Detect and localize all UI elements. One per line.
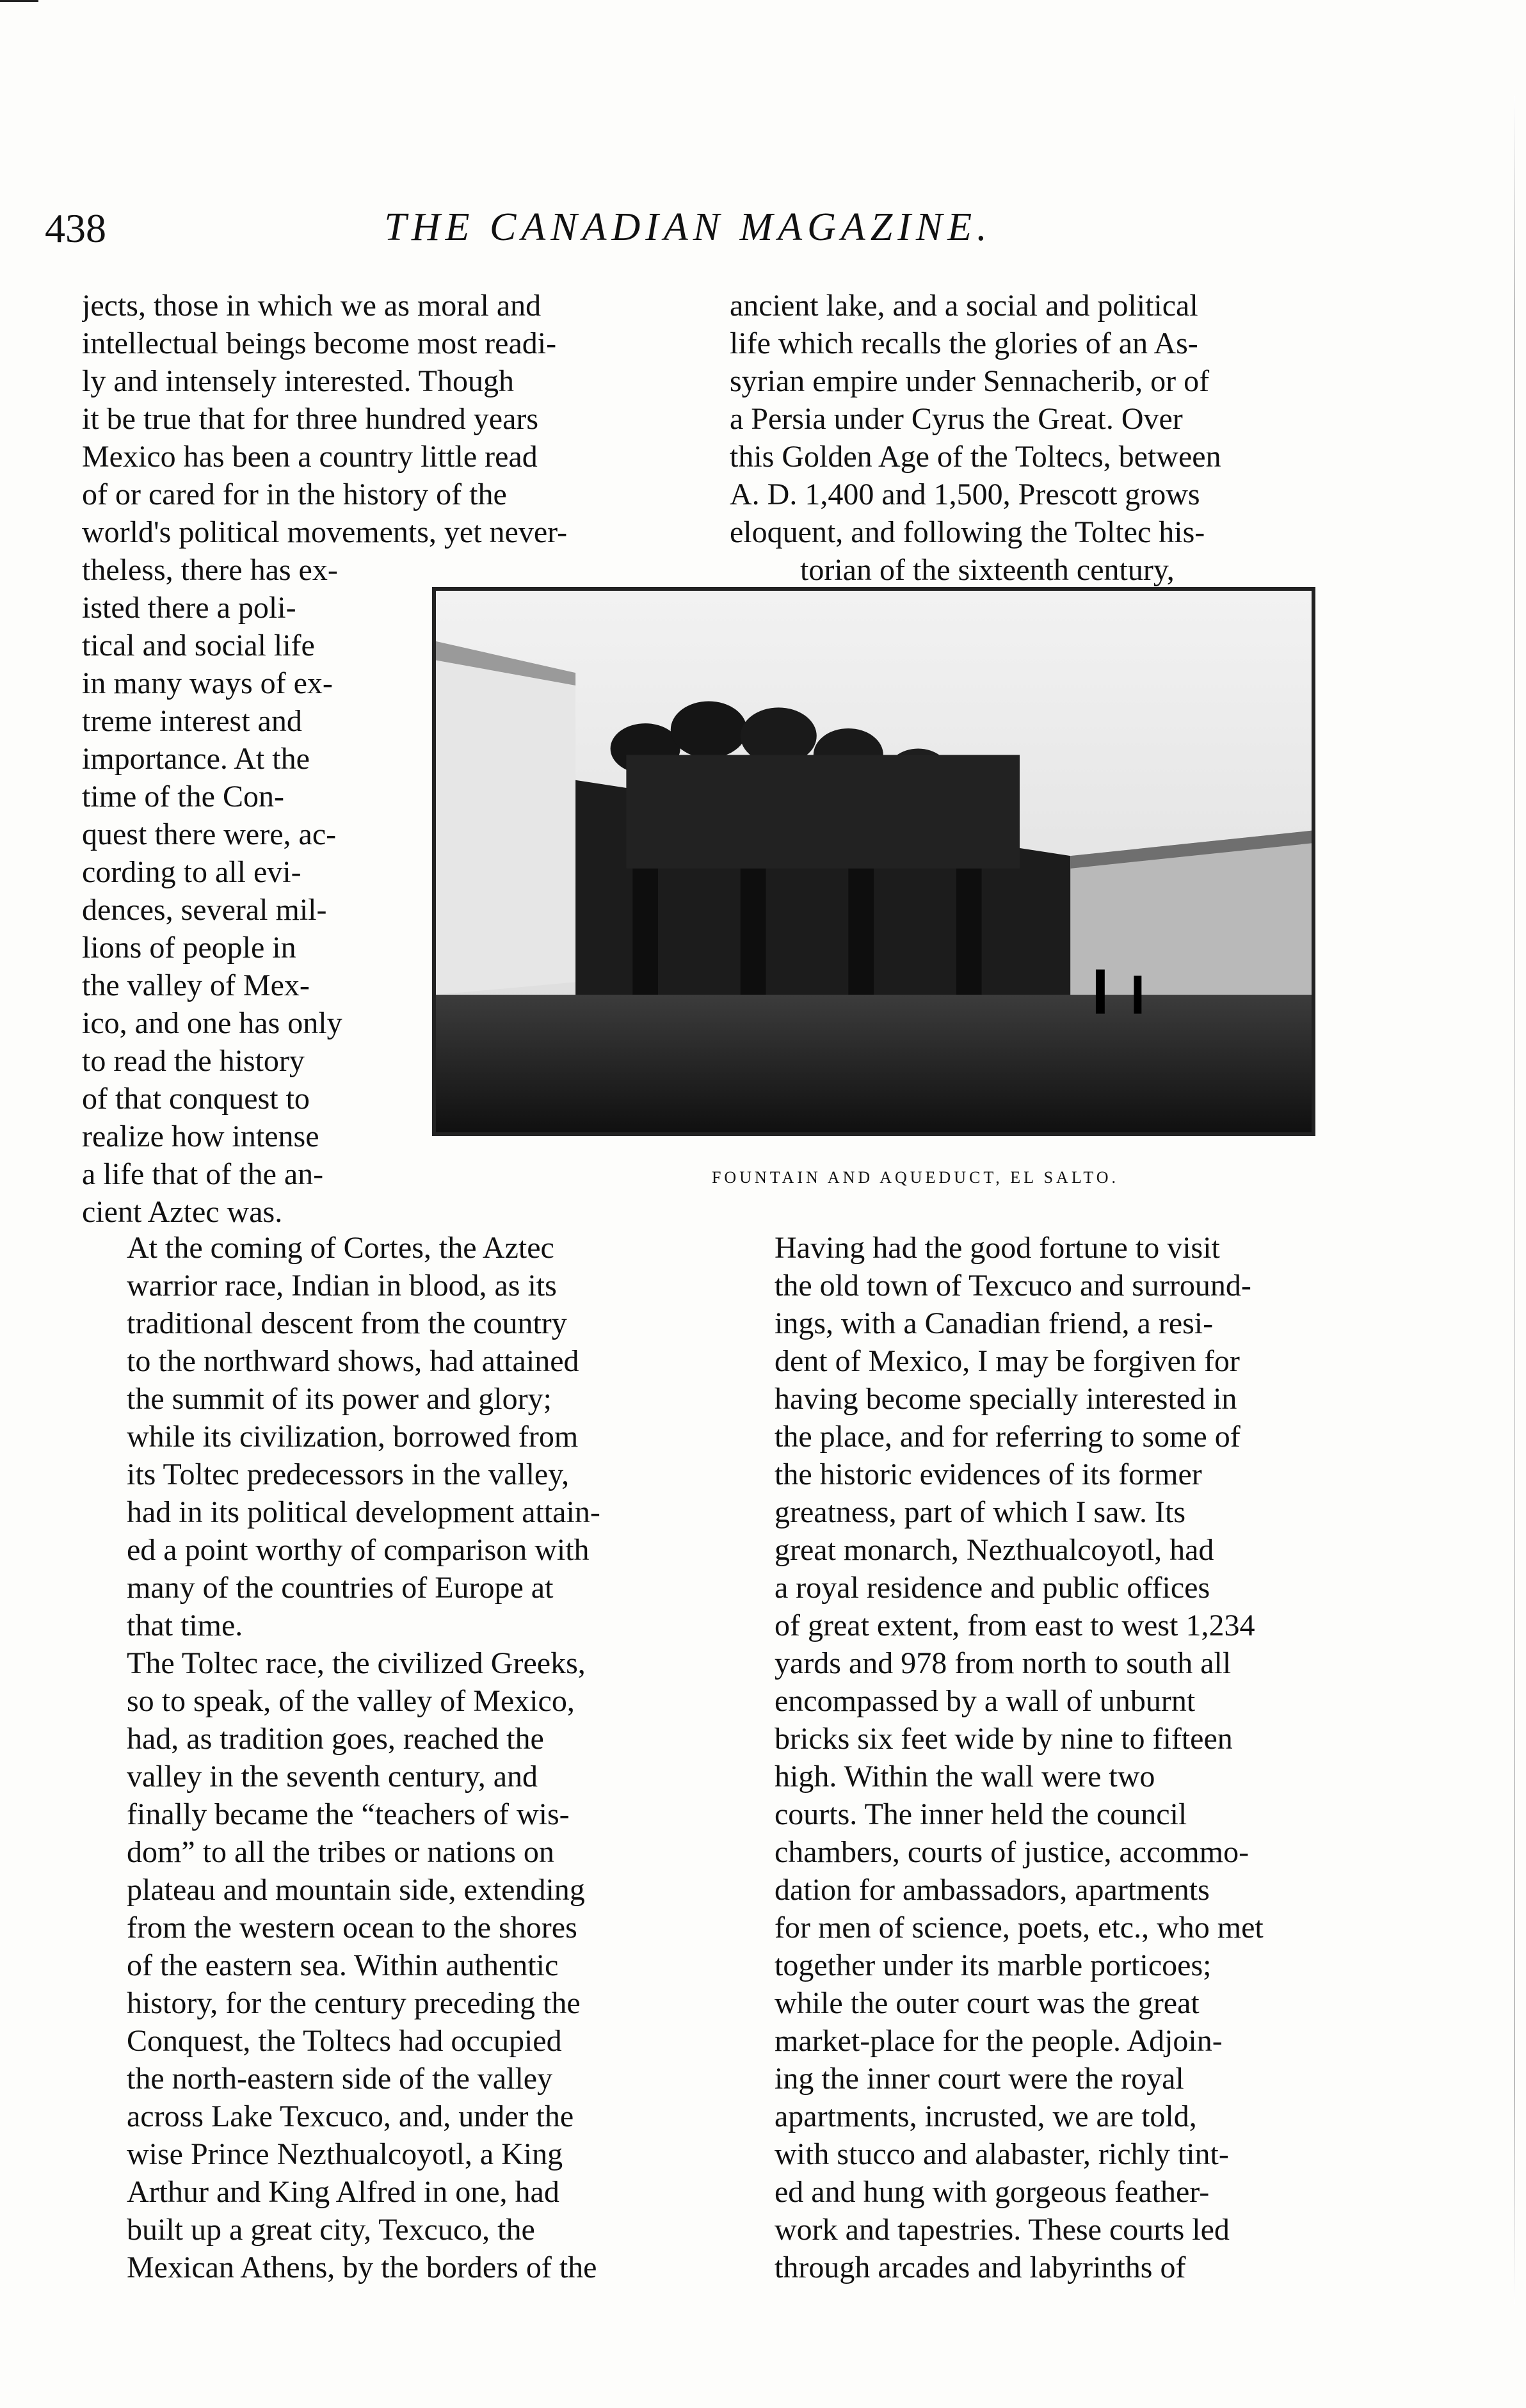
text-line: bricks six feet wide by nine to fifteen [775, 1722, 1233, 1756]
text-line: ancient lake, and a social and political [730, 289, 1198, 323]
page-number: 438 [45, 205, 106, 251]
text-line: the historic evidences of its former [775, 1457, 1202, 1491]
text-line: high. Within the wall were two [775, 1760, 1155, 1794]
corner-mark [0, 0, 38, 2]
text-line: dences, several mil- [82, 893, 327, 927]
text-line: cording to all evi- [82, 855, 301, 889]
text-line: life which recalls the glories of an As- [730, 326, 1198, 360]
text-line: of that conquest to [82, 1082, 310, 1116]
text-line: it be true that for three hundred years [82, 402, 539, 436]
text-line: cient Aztec was. [82, 1195, 283, 1229]
page-edge-shadow [1514, 96, 1515, 2304]
text-line: a royal residence and public offices [775, 1571, 1210, 1605]
text-line: in many ways of ex- [82, 666, 333, 700]
text-line: A. D. 1,400 and 1,500, Prescott grows [730, 478, 1200, 511]
text-line: wise Prince Nezthualcoyotl, a King [127, 2137, 563, 2171]
text-line: Mexican Athens, by the borders of the [127, 2251, 597, 2284]
left-column-top [82, 287, 702, 551]
running-header [45, 205, 1331, 256]
text-line: a life that of the an- [82, 1157, 324, 1191]
text-line: warrior race, Indian in blood, as its [127, 1269, 557, 1303]
text-line: intellectual beings become most readi- [82, 326, 557, 360]
text-line: history, for the century preceding the [127, 1986, 581, 2020]
text-line: so to speak, of the valley of Mexico, [127, 1684, 575, 1718]
text-line: had in its political development attain- [127, 1495, 600, 1529]
text-line: lions of people in [82, 931, 296, 965]
text-line: Conquest, the Toltecs had occupied [127, 2024, 562, 2058]
text-line: across Lake Texcuco, and, under the [127, 2099, 574, 2133]
text-line: ed a point worthy of comparison with [127, 1533, 590, 1567]
text-line: greatness, part of which I saw. Its [775, 1495, 1186, 1529]
text-line: Arthur and King Alfred in one, had [127, 2175, 559, 2209]
text-line: had, as tradition goes, reached the [127, 1722, 544, 1756]
text-line: while its civilization, borrowed from [127, 1420, 579, 1454]
left-column-wrapped [82, 551, 415, 1231]
right-column-bottom [730, 1229, 1330, 2286]
text-line: of the eastern sea. Within authentic [127, 1948, 559, 1982]
photo-caption: FOUNTAIN AND AQUEDUCT, EL SALTO. [711, 1168, 1120, 1187]
text-line: through arcades and labyrinths of [775, 2251, 1186, 2284]
text-line: the north-eastern side of the valley [127, 2062, 553, 2096]
text-line: the place, and for referring to some of [775, 1420, 1241, 1454]
text-line: with stucco and alabaster, richly tint- [775, 2137, 1229, 2171]
text-line: work and tapestries. These courts led [775, 2213, 1230, 2247]
text-line: ly and intensely interested. Though [82, 364, 514, 398]
text-line: while the outer court was the great [775, 1986, 1200, 2020]
text-line: ings, with a Canadian friend, a resi- [775, 1306, 1214, 1340]
text-line: market-place for the people. Adjoin- [775, 2024, 1223, 2058]
text-line: syrian empire under Sennacherib, or of [730, 364, 1210, 398]
text-line: world's political movements, yet never- [82, 515, 568, 549]
text-line: the summit of its power and glory; [127, 1382, 552, 1416]
paragraph [730, 1229, 1330, 2286]
right-column-top [730, 287, 1330, 551]
text-line: built up a great city, Texcuco, the [127, 2213, 535, 2247]
text-line: time of the Con- [82, 780, 284, 814]
text-line: many of the countries of Europe at [127, 1571, 554, 1605]
text-line: treme interest and [82, 704, 302, 738]
text-line: importance. At the [82, 742, 310, 776]
text-line: isted there a poli- [82, 591, 296, 625]
text-line: courts. The inner held the council [775, 1797, 1187, 1831]
text-line: dom” to all the tribes or nations on [127, 1835, 554, 1869]
text-line: having become specially interested in [775, 1382, 1237, 1416]
text-line: valley in the seventh century, and [127, 1760, 538, 1794]
text-line: yards and 978 from north to south all [775, 1646, 1232, 1680]
running-title: THE CANADIAN MAGAZINE. [384, 205, 992, 249]
text-line: ing the inner court were the royal [775, 2062, 1184, 2096]
text-line: Mexico has been a country little read [82, 440, 538, 474]
text-line: a Persia under Cyrus the Great. Over [730, 402, 1183, 436]
photo-illustration [436, 591, 1312, 1132]
text-line: the old town of Texcuco and surround- [775, 1269, 1251, 1303]
text-line: encompassed by a wall of unburnt [775, 1684, 1196, 1718]
text-line: torian of the sixteenth century, [800, 553, 1175, 587]
text-line: great monarch, Nezthualcoyotl, had [775, 1533, 1214, 1567]
text-line: eloquent, and following the Toltec his- [730, 515, 1205, 549]
text-line: traditional descent from the country [127, 1306, 567, 1340]
photograph-fountain-aqueduct [432, 587, 1315, 1136]
text-line: chambers, courts of justice, accommo- [775, 1835, 1249, 1869]
text-line: its Toltec predecessors in the valley, [127, 1457, 570, 1491]
text-line: together under its marble porticoes; [775, 1948, 1212, 1982]
text-line: theless, there has ex- [82, 553, 338, 587]
paragraph [82, 1644, 702, 2286]
text-line: for men of science, poets, etc., who met [775, 1911, 1264, 1945]
text-line: that time. [127, 1609, 243, 1642]
paragraph [82, 1229, 702, 1644]
text-line: ico, and one has only [82, 1006, 342, 1040]
text-line: tical and social life [82, 629, 315, 662]
text-line: to read the history [82, 1044, 305, 1078]
text-line: Having had the good fortune to visit [775, 1231, 1220, 1265]
text-line: of or cared for in the history of the [82, 478, 507, 511]
text-line: to the northward shows, had attained [127, 1344, 579, 1378]
text-line: apartments, incrusted, we are told, [775, 2099, 1197, 2133]
text-line: dation for ambassadors, apartments [775, 1873, 1210, 1907]
text-line: plateau and mountain side, extending [127, 1873, 585, 1907]
text-line: finally became the “teachers of wis- [127, 1797, 570, 1831]
text-line: realize how intense [82, 1120, 319, 1153]
left-column-bottom [82, 1229, 702, 2286]
text-line: ed and hung with gorgeous feather- [775, 2175, 1210, 2209]
text-line: from the western ocean to the shores [127, 1911, 577, 1945]
text-line: of great extent, from east to west 1,234 [775, 1609, 1255, 1642]
text-line: the valley of Mex- [82, 968, 310, 1002]
text-line: this Golden Age of the Toltecs, between [730, 440, 1221, 474]
text-line: At the coming of Cortes, the Aztec [127, 1231, 554, 1265]
text-line: quest there were, ac- [82, 817, 337, 851]
text-line: dent of Mexico, I may be forgiven for [775, 1344, 1240, 1378]
text-line: jects, those in which we as moral and [82, 289, 542, 323]
text-line: The Toltec race, the civilized Greeks, [127, 1646, 586, 1680]
